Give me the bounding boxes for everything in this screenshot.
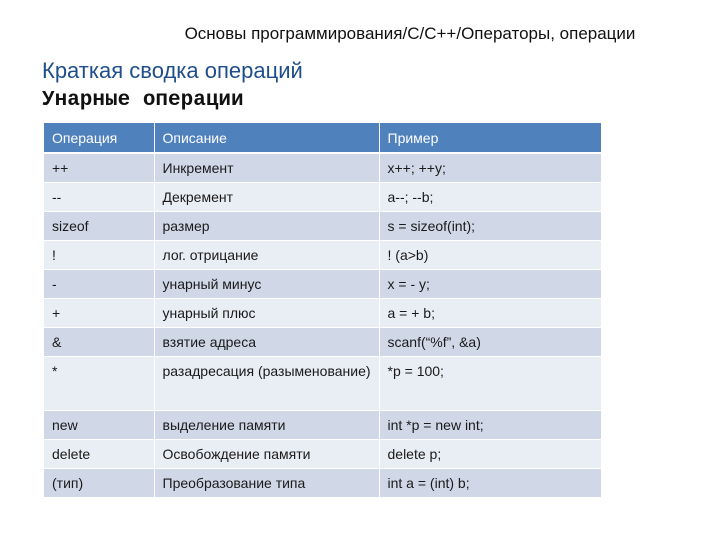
cell-operation: - <box>44 270 154 299</box>
slide-subtitle: Унарные операции <box>42 89 244 112</box>
cell-example: s = sizeof(int); <box>379 212 601 241</box>
cell-example: a = + b; <box>379 299 601 328</box>
cell-example: scanf(“%f”, &a) <box>379 328 601 357</box>
cell-description: унарный минус <box>154 270 379 299</box>
cell-example: int a = (int) b; <box>379 469 601 498</box>
cell-example: *p = 100; <box>379 357 601 411</box>
cell-operation: ! <box>44 241 154 270</box>
cell-description: унарный плюс <box>154 299 379 328</box>
cell-operation: (тип) <box>44 469 154 498</box>
cell-example: x = - y; <box>379 270 601 299</box>
cell-example: a--; --b; <box>379 183 601 212</box>
cell-operation: * <box>44 357 154 411</box>
table-row <box>44 212 601 241</box>
cell-operation: ++ <box>44 153 154 183</box>
table-row <box>44 241 601 270</box>
cell-operation: new <box>44 411 154 440</box>
cell-description: Преобразование типа <box>154 469 379 498</box>
cell-example: int *p = new int; <box>379 411 601 440</box>
table-header-row <box>44 123 601 153</box>
cell-description: выделение памяти <box>154 411 379 440</box>
cell-example: ! (a>b) <box>379 241 601 270</box>
cell-description: Инкремент <box>154 153 379 183</box>
cell-operation: -- <box>44 183 154 212</box>
cell-operation: + <box>44 299 154 328</box>
cell-description: лог. отрицание <box>154 241 379 270</box>
cell-example: x++; ++y; <box>379 153 601 183</box>
column-header-description: Описание <box>154 123 379 153</box>
cell-operation: delete <box>44 440 154 469</box>
cell-description: Освобождение памяти <box>154 440 379 469</box>
cell-operation: sizeof <box>44 212 154 241</box>
cell-example: delete p; <box>379 440 601 469</box>
column-header-example: Пример <box>379 123 601 153</box>
table-row <box>44 299 601 328</box>
slide-title: Краткая сводка операций <box>42 58 303 83</box>
table-row <box>44 469 601 498</box>
table-row <box>44 270 601 299</box>
table-row <box>44 357 601 411</box>
column-header-operation: Операция <box>44 123 154 153</box>
operations-table <box>44 123 602 498</box>
cell-description: разадресация (разыменование) <box>154 357 379 411</box>
slide-header: Основы программирования/C/C++/Операторы, операции <box>184 24 636 43</box>
cell-operation: & <box>44 328 154 357</box>
table-row <box>44 183 601 212</box>
table-row <box>44 153 601 183</box>
cell-description: размер <box>154 212 379 241</box>
cell-description: Декремент <box>154 183 379 212</box>
cell-description: взятие адреса <box>154 328 379 357</box>
table-row <box>44 328 601 357</box>
table-row <box>44 411 601 440</box>
table-row <box>44 440 601 469</box>
